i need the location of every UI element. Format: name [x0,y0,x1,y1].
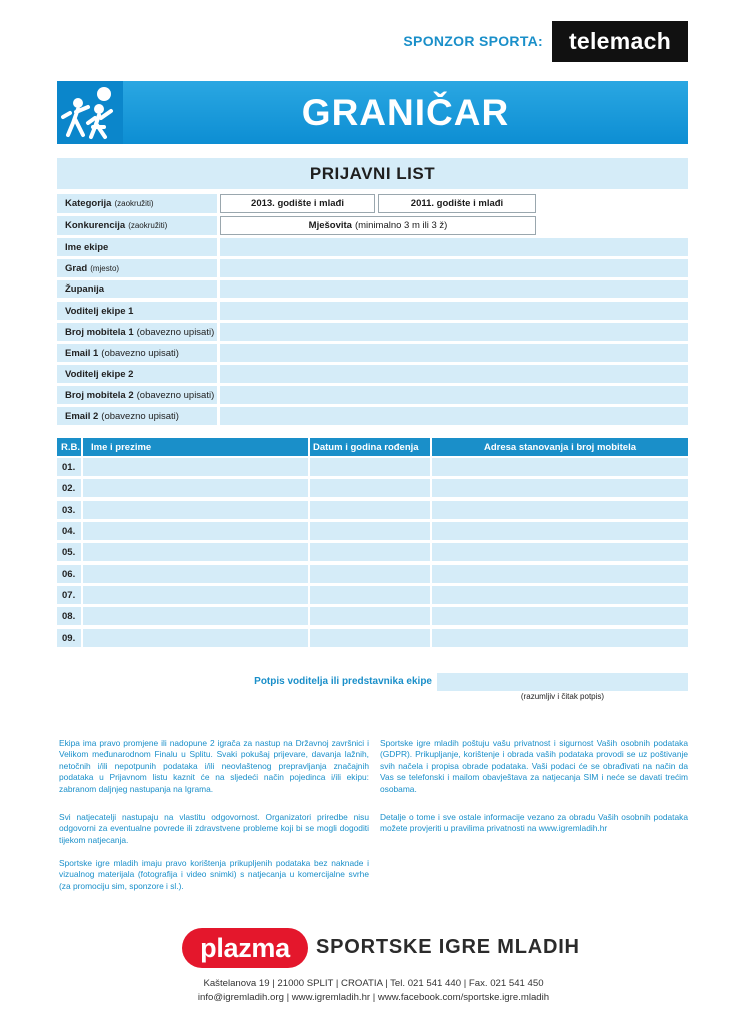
voditelj-1-field[interactable] [220,302,688,320]
telemach-logo: telemach [552,21,688,62]
mobitel-2-label: Broj mobitela 2 (obavezno upisati) [57,386,217,404]
children-playing-icon [57,81,123,144]
signature-label: Potpis voditelja ili predstavnika ekipe [254,676,432,687]
grad-label: Grad (mjesto) [57,259,217,277]
player-name-cell[interactable] [83,458,308,476]
fine-print-gdpr: Sportske igre mladih poštuju vašu privatnost i sigurnost Vaših osobnih podataka (GDPR). Prikupljanje, korištenje i obrada vaših podataka provodi se uz poštivanje svih načela i propisa obrade podataka. Vaši podaci će se obrađivati na način da Vas se telefonski i mailom obavještava za natjecanja SIM i neće se davati trećim osobama. [380,738,688,794]
player-dob-cell[interactable] [310,501,430,519]
player-address-cell[interactable] [432,607,688,625]
email-1-label: Email 1 (obavezno upisati) [57,344,217,362]
table-header-address: Adresa stanovanja i broj mobitela [432,438,688,456]
table-row-number: 09. [57,629,81,647]
table-row-number: 03. [57,501,81,519]
player-name-cell[interactable] [83,565,308,583]
player-name-cell[interactable] [83,501,308,519]
voditelj-1-label: Voditelj ekipe 1 [57,302,217,320]
mobitel-1-field[interactable] [220,323,688,341]
table-row-number: 06. [57,565,81,583]
voditelj-2-field[interactable] [220,365,688,383]
player-name-cell[interactable] [83,479,308,497]
email-2-label: Email 2 (obavezno upisati) [57,407,217,425]
player-dob-cell[interactable] [310,607,430,625]
table-row-number: 07. [57,586,81,604]
table-row-number: 01. [57,458,81,476]
konkurencija-label: Konkurencija (zaokružiti) [57,216,217,235]
table-header-dob: Datum i godina rođenja [310,438,430,456]
player-address-cell[interactable] [432,543,688,561]
kategorija-option-2013[interactable]: 2013. godište i mlađi [220,194,375,213]
player-dob-cell[interactable] [310,458,430,476]
player-address-cell[interactable] [432,522,688,540]
kategorija-label: Kategorija (zaokružiti) [57,194,217,213]
zupanija-field[interactable] [220,280,688,298]
signature-field[interactable] [437,673,688,691]
sponsor-label: SPONZOR SPORTA: [403,33,543,49]
ime-ekipe-label: Ime ekipe [57,238,217,256]
form-title: PRIJAVNI LIST [57,158,688,189]
table-row-number: 05. [57,543,81,561]
player-dob-cell[interactable] [310,522,430,540]
fine-print-media-rights: Sportske igre mladih imaju pravo korištenja prikupljenih podataka bez naknade i vizualnog materijala (fotografija i video snimki) s natjecanja u komercijalne svrhe (za promociju sim, sponzore i sl.). [59,858,369,891]
table-row-number: 08. [57,607,81,625]
email-1-field[interactable] [220,344,688,362]
player-address-cell[interactable] [432,458,688,476]
player-dob-cell[interactable] [310,479,430,497]
mobitel-1-label: Broj mobitela 1 (obavezno upisati) [57,323,217,341]
konkurencija-option-mjesovita[interactable]: Mješovita (minimalno 3 m ili 3 ž) [220,216,536,235]
ime-ekipe-field[interactable] [220,238,688,256]
grad-field[interactable] [220,259,688,277]
zupanija-label: Županija [57,280,217,298]
player-dob-cell[interactable] [310,543,430,561]
fine-print-substitution: Ekipa ima pravo promjene ili nadopune 2 igrača za nastup na Državnoj završnici i Velikom međunarodnom Finalu u Splitu. Svaki pokušaj prijevare, davanja lažnih, netočnih i/ili nepotpunih podataka i/ili neovlaštenog prepravljanja značajnih podataka u Prijavnom listu kaznit će na sljedeći način pojedinca i/ili ekipu: zabranom daljnjeg nastupanja na Igrama. [59,738,369,794]
fine-print-privacy-link: Detalje o tome i sve ostale informacije vezano za obradu Vaših osobnih podataka možete provjeriti u pravilima privatnosti na www.igremladih.hr [380,812,688,834]
footer-address: Kaštelanova 19 | 21000 SPLIT | CROATIA | Tel. 021 541 440 | Fax. 021 541 450 [203,978,544,989]
email-2-field[interactable] [220,407,688,425]
page-title: GRANIČAR [301,92,510,133]
mobitel-2-field[interactable] [220,386,688,404]
player-dob-cell[interactable] [310,629,430,647]
player-address-cell[interactable] [432,629,688,647]
player-name-cell[interactable] [83,543,308,561]
organization-name: SPORTSKE IGRE MLADIH [316,936,580,958]
player-name-cell[interactable] [83,522,308,540]
kategorija-option-2011[interactable]: 2011. godište i mlađi [378,194,536,213]
player-address-cell[interactable] [432,586,688,604]
plazma-logo: plazma [182,928,308,968]
table-row-number: 02. [57,479,81,497]
voditelj-2-label: Voditelj ekipe 2 [57,365,217,383]
player-address-cell[interactable] [432,565,688,583]
player-dob-cell[interactable] [310,586,430,604]
player-name-cell[interactable] [83,586,308,604]
player-address-cell[interactable] [432,501,688,519]
table-header-rb: R.B. [57,438,81,456]
footer-contacts: info@igremladih.org | www.igremladih.hr | www.facebook.com/sportske.igre.mladih [197,992,550,1003]
fine-print-responsibility: Svi natjecatelji nastupaju na vlastitu odgovornost. Organizatori priredbe nisu odgovorni za eventualne povrede ili zdravstvene probleme koji bi se mogli dogoditi tijekom natjecanja. [59,812,369,845]
table-row-number: 04. [57,522,81,540]
player-name-cell[interactable] [83,629,308,647]
player-address-cell[interactable] [432,479,688,497]
player-name-cell[interactable] [83,607,308,625]
table-header-name: Ime i prezime [83,438,308,456]
signature-note: (razumljiv i čitak potpis) [520,692,605,701]
player-dob-cell[interactable] [310,565,430,583]
